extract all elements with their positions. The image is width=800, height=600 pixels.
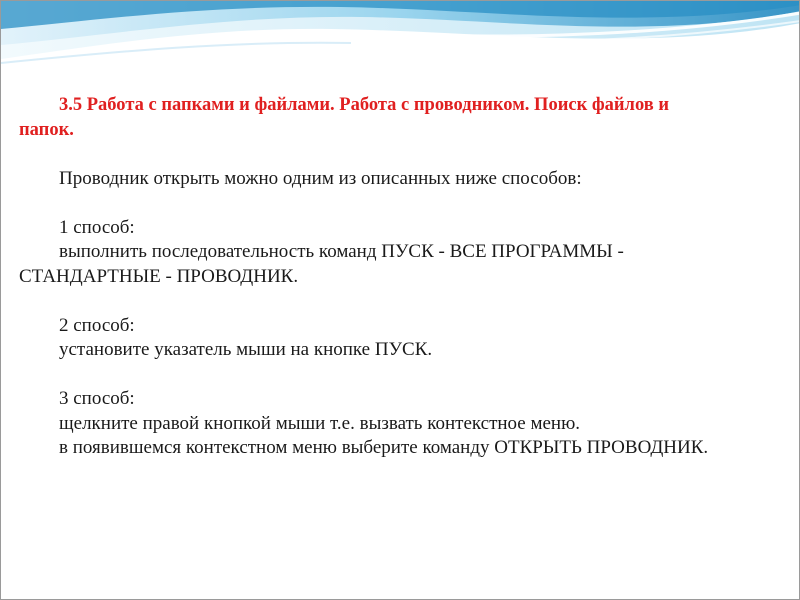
method-1-step-1: выполнить последовательность команд ПУСК - ВСЕ ПРОГРАММЫ - СТАНДАРТНЫЕ - ПРОВОДНИК. [19, 241, 624, 287]
wave-decoration [1, 1, 800, 91]
method-2-label: 2 способ: [59, 314, 135, 336]
slide-heading: 3.5 Работа с папками и файлами. Работа с проводником. Поиск файлов и папок. [19, 95, 670, 140]
method-3-step-1: щелкните правой кнопкой мыши т.е. вызвать контекстное меню. [59, 412, 581, 434]
method-3-step-2: в появившемся контекстном меню выберите команду ОТКРЫТЬ ПРОВОДНИК. [59, 437, 709, 458]
intro-text: Проводник открыть можно одним из описанных ниже способов: [59, 167, 582, 189]
method-2-step-1: установите указатель мыши на кнопке ПУСК. [59, 339, 433, 360]
method-3-label: 3 способ: [59, 388, 135, 409]
slide-content [19, 93, 719, 461]
method-1-label: 1 способ: [59, 216, 135, 238]
